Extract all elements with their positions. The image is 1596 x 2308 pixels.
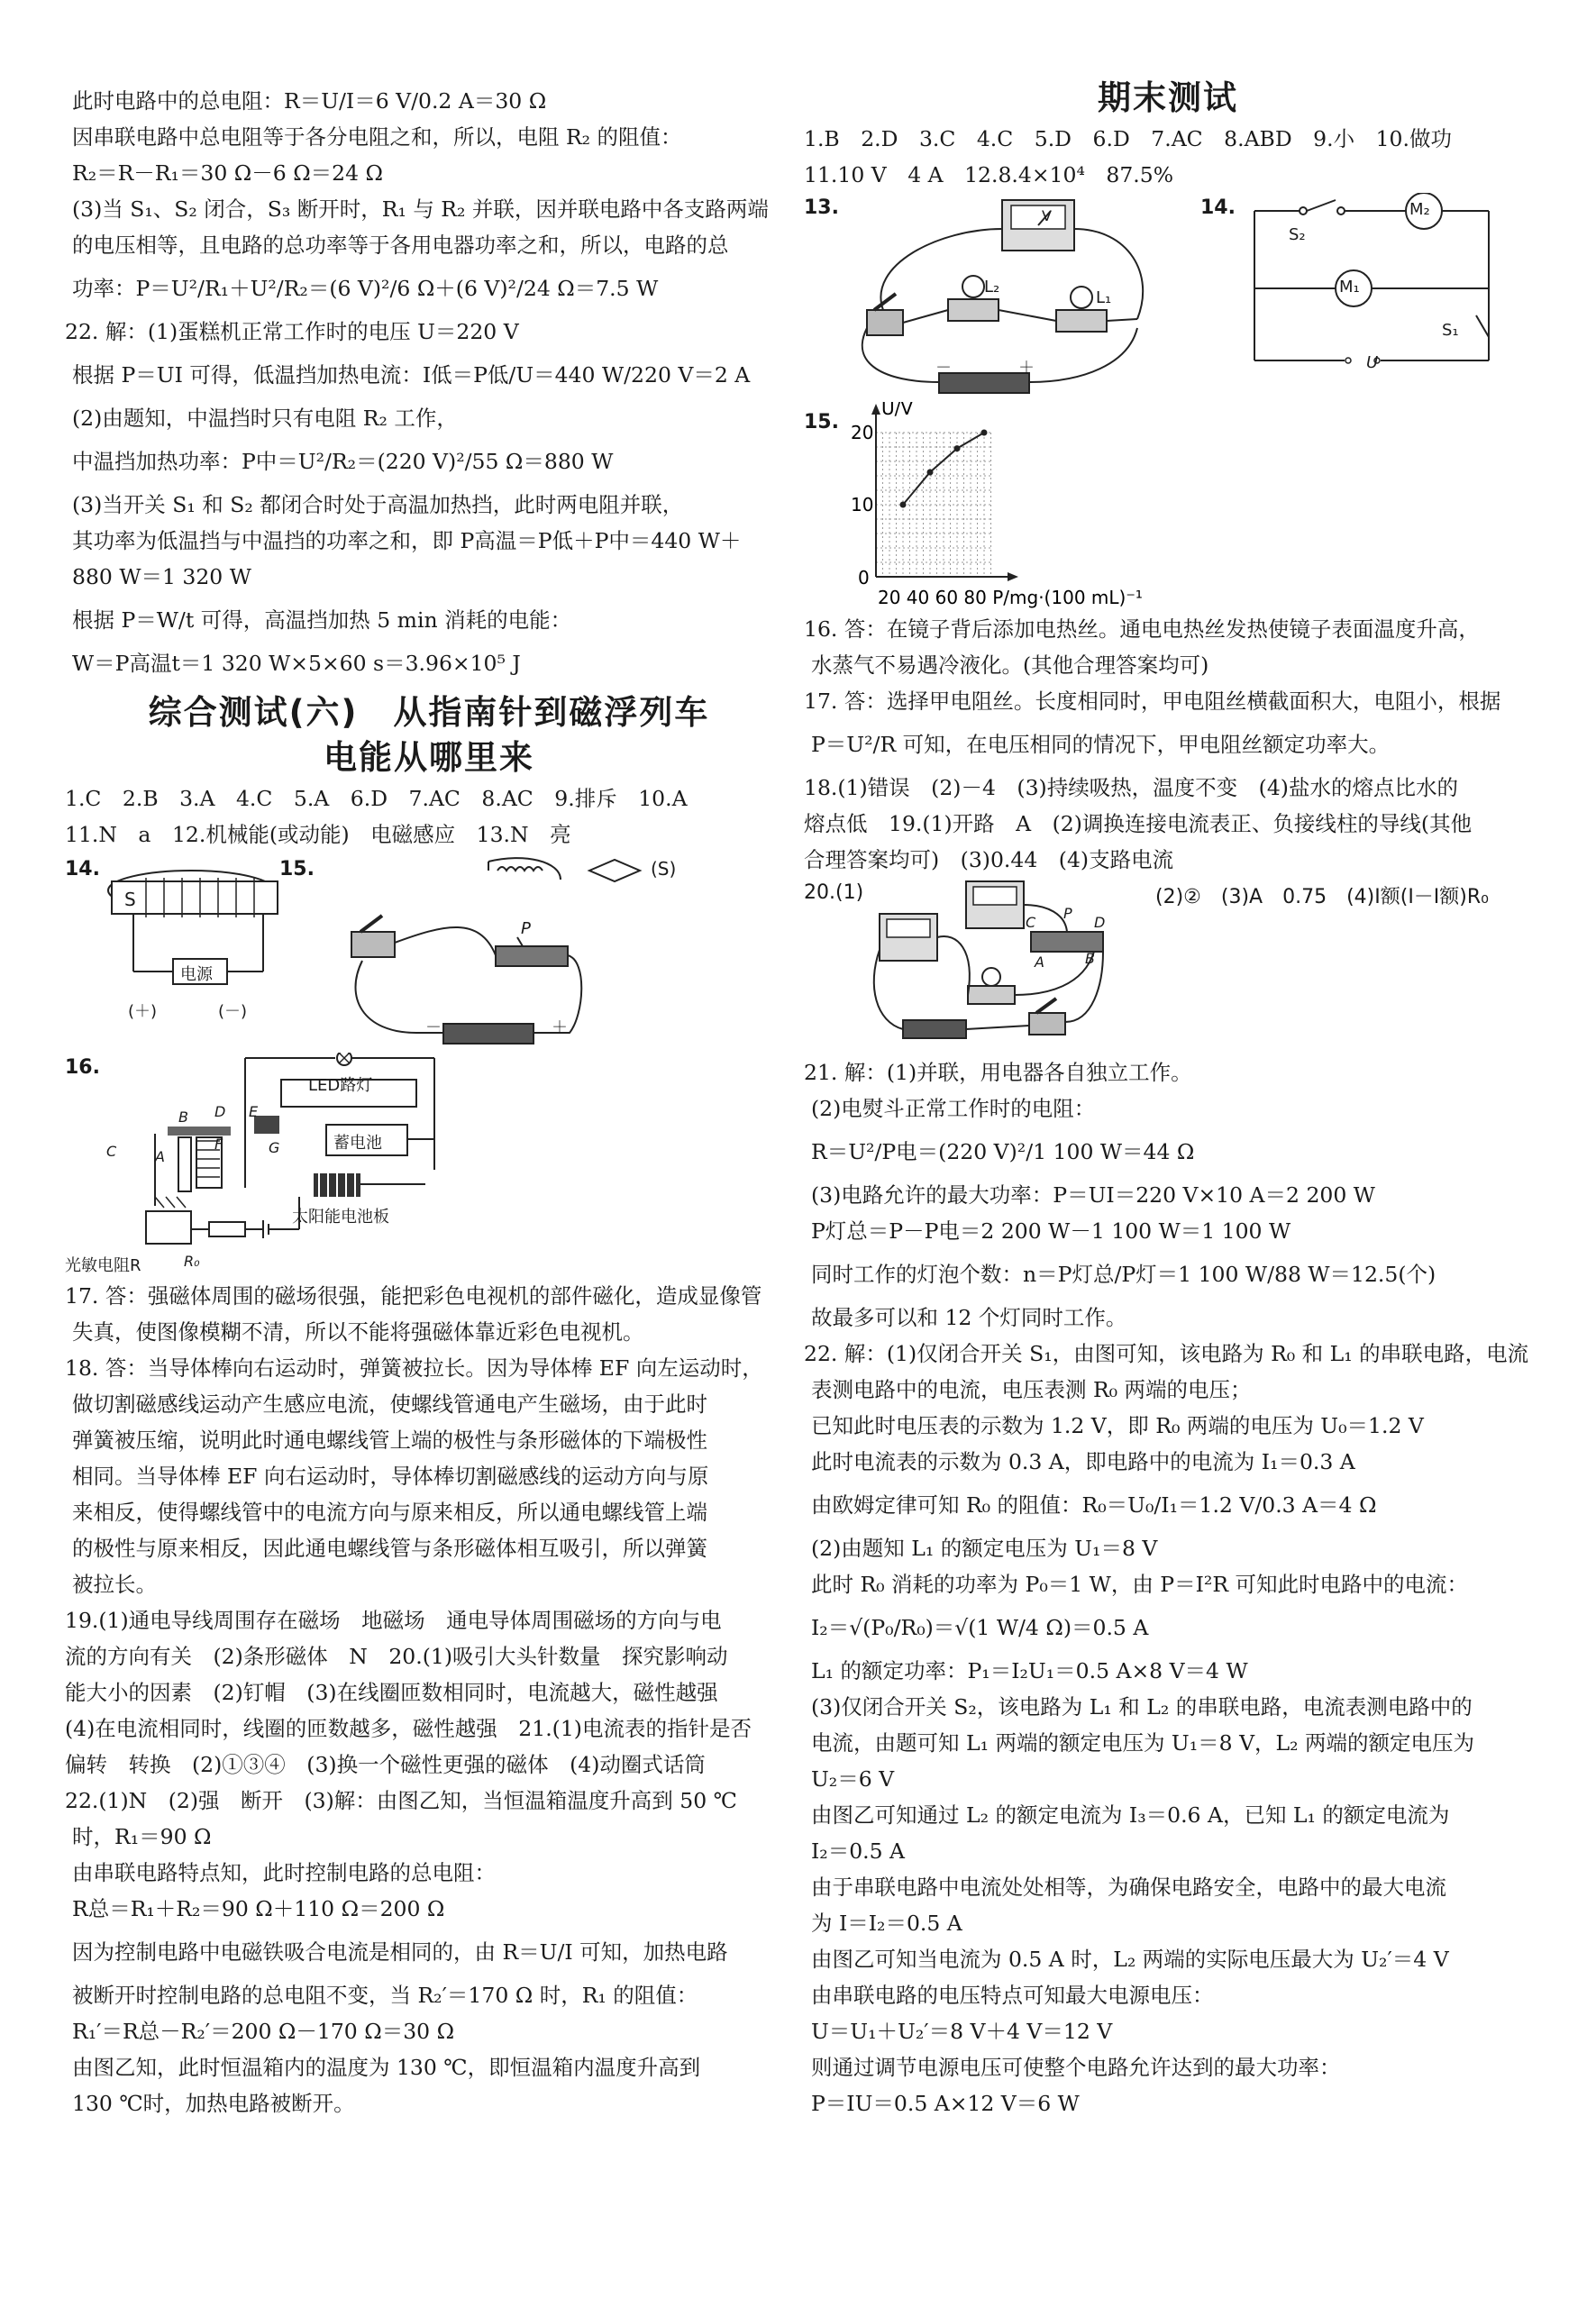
figure-number: 14. xyxy=(1200,196,1236,219)
lamp-circuit-figure xyxy=(831,193,1191,400)
text-line: 根据 P＝UI 可得，低温挡加热电流：I低＝P低/U＝440 W/220 V＝2 A xyxy=(72,362,751,388)
text-line: U＝U₁＋U₂′＝8 V＋4 V＝12 V xyxy=(811,2019,1113,2044)
point-label: B xyxy=(1085,950,1095,967)
text-line: (3)当 S₁、S₂ 闭合，S₃ 断开时，R₁ 与 R₂ 并联，因并联电路中各支路两端 xyxy=(72,196,769,222)
pole-label-s: S xyxy=(124,889,136,910)
lamp-label-l2: L₂ xyxy=(984,278,1000,296)
text-line: 此时电路中的总电阻：R＝U/I＝6 V/0.2 A＝30 Ω xyxy=(72,88,547,114)
text-line: 17. 答：选择甲电阻丝。长度相同时，甲电阻丝横截面积大，电阻小，根据 xyxy=(804,689,1501,714)
text-line: 由图乙可知当电流为 0.5 A 时，L₂ 两端的实际电压最大为 U₂′＝4 V xyxy=(811,1947,1449,1972)
lamp-label-l1: L₁ xyxy=(1096,288,1112,307)
text-line: 的电压相等，且电路的总功率等于各用电器功率之和，所以，电路的总 xyxy=(72,233,729,258)
plus-terminal: ＋ xyxy=(1018,359,1035,378)
power-supply-label: 电源 xyxy=(180,965,213,984)
text-line: 表测电路中的电流，电压表测 R₀ 两端的电压； xyxy=(811,1377,1252,1402)
text-line: 因串联电路中总电阻等于各分电阻之和，所以，电阻 R₂ 的阻值： xyxy=(72,124,682,150)
solenoid-figure xyxy=(92,854,299,1035)
point-label: P xyxy=(1063,905,1072,922)
answer-line: 1.B 2.D 3.C 4.C 5.D 6.D 7.AC 8.ABD 9.小 10.做功 xyxy=(804,126,1452,151)
origin-label: 0 xyxy=(858,567,870,588)
text-line: 流的方向有关 (2)条形磁体 N 20.(1)吸引大头针数量 探究影响动 xyxy=(65,1644,728,1669)
data-point xyxy=(954,445,961,452)
y-ticks xyxy=(851,422,873,515)
text-line: W＝P高温t＝1 320 W×5×60 s＝3.96×10⁵ J xyxy=(72,651,521,676)
point-label: C xyxy=(1026,914,1036,931)
figure-number: 15. xyxy=(279,858,315,880)
text-line: 由于串联电路中电流处处相等，为确保电路安全，电路中的最大电流 xyxy=(811,1875,1446,1900)
text-line: R₂＝R－R₁＝30 Ω－6 Ω＝24 Ω xyxy=(72,160,384,186)
r0-label: R₀ xyxy=(184,1253,200,1270)
text-line: 此时电流表的示数为 0.3 A，即电路中的电流为 I₁＝0.3 A xyxy=(811,1449,1355,1474)
text-line: (2)由题知 L₁ 的额定电压为 U₁＝8 V xyxy=(811,1536,1158,1561)
text-line: 相同。当导体棒 EF 向右运动时，导体棒切割磁感线的运动方向与原 xyxy=(72,1464,709,1489)
point-label: F xyxy=(214,1136,223,1153)
data-point xyxy=(981,430,988,436)
figure-row-15 xyxy=(804,402,1532,611)
answer-line: 11.N a 12.机械能(或动能) 电磁感应 13.N 亮 xyxy=(65,822,571,847)
voltage-label-u: U xyxy=(1366,353,1379,372)
text-line: 由欧姆定律可知 R₀ 的阻值：R₀＝U₀/I₁＝1.2 V/0.3 A＝4 Ω xyxy=(811,1492,1377,1518)
photoresistor-label: 光敏电阻R xyxy=(65,1256,141,1275)
section-heading: 综合测试(六) 从指南针到磁浮列车 xyxy=(148,693,710,732)
switch-label-s2: S₂ xyxy=(1289,225,1306,244)
figure-number: 13. xyxy=(804,196,839,219)
text-line: (3)电路允许的最大功率：P＝UI＝220 V×10 A＝2 200 W xyxy=(811,1182,1375,1208)
text-line: L₁ 的额定功率：P₁＝I₂U₁＝0.5 A×8 V＝4 W xyxy=(811,1658,1248,1683)
x-axis-label: 20 40 60 80 P/mg·(100 mL)⁻¹ xyxy=(878,587,1143,608)
text-line: 时，R₁＝90 Ω xyxy=(72,1824,212,1849)
text-line: 由图乙可知通过 L₂ 的额定电流为 I₃＝0.6 A，已知 L₁ 的额定电流为 xyxy=(811,1802,1450,1828)
text-line: 已知此时电压表的示数为 1.2 V，即 R₀ 两端的电压为 U₀＝1.2 V xyxy=(811,1413,1424,1438)
text-line: (3)当开关 S₁ 和 S₂ 都闭合时处于高温加热挡，此时两电阻并联， xyxy=(72,492,684,517)
text-line: 由串联电路的电压特点可知最大电源电压： xyxy=(811,1983,1214,2008)
text-line: P灯总＝P－P电＝2 200 W－1 100 W＝1 100 W xyxy=(811,1218,1291,1244)
text-line: (2)由题知，中温挡时只有电阻 R₂ 工作， xyxy=(72,406,458,431)
text-line: P＝IU＝0.5 A×12 V＝6 W xyxy=(811,2091,1080,2116)
text-line: (3)仅闭合开关 S₂，该电路为 L₁ 和 L₂ 的串联电路，电流表测电路中的 xyxy=(811,1694,1473,1720)
text-line: I₂＝0.5 A xyxy=(811,1838,906,1864)
text-line: 22. 解：(1)蛋糕机正常工作时的电压 U＝220 V xyxy=(65,319,519,344)
right-column xyxy=(804,76,1532,2121)
minus-terminal: － xyxy=(935,359,952,378)
text-line: 为 I＝I₂＝0.5 A xyxy=(811,1911,962,1936)
y-tick-label: 20 xyxy=(851,422,874,443)
minus-terminal: (－) xyxy=(218,1002,248,1021)
voltmeter-label: V xyxy=(1042,207,1052,224)
figure-row-16 xyxy=(65,1053,793,1278)
text-line: 因为控制电路中电磁铁吸合电流是相同的，由 R＝U/I 可知，加热电路 xyxy=(72,1939,728,1965)
text-line: 16. 答：在镜子背后添加电热丝。通电电热丝发热使镜子表面温度升高， xyxy=(804,616,1480,642)
text-line: 22. 解：(1)仅闭合开关 S₁，由图可知，该电路为 R₀ 和 L₁ 的串联电路，电流 xyxy=(804,1341,1529,1366)
u-vs-p-line-chart xyxy=(831,402,1245,611)
point-label: D xyxy=(214,1103,226,1120)
measurement-circuit-figure xyxy=(867,878,1155,1054)
text-line: 22.(1)N (2)强 断开 (3)解：由图乙知，当恒温箱温度升高到 50 ℃ xyxy=(65,1788,737,1813)
text-line: R总＝R₁＋R₂＝90 Ω＋110 Ω＝200 Ω xyxy=(72,1896,445,1921)
text-line: 根据 P＝W/t 可得，高温挡加热 5 min 消耗的电能： xyxy=(72,607,572,633)
text-line: 弹簧被压缩，说明此时通电螺线管上端的极性与条形磁体的下端极性 xyxy=(72,1428,707,1453)
figure-number: 14. xyxy=(65,858,100,880)
answer-20-rest: (2)② (3)A 0.75 (4)I额(I－I额)R₀ xyxy=(1155,886,1489,908)
text-line: (4)在电流相同时，线圈的匝数越多，磁性越强 21.(1)电流表的指针是否 xyxy=(65,1716,752,1741)
text-line: 由串联电路特点知，此时控制电路的总电阻： xyxy=(72,1860,496,1885)
left-column xyxy=(65,83,793,2121)
figure-row-13-14 xyxy=(804,193,1532,402)
motor-label-m1: M₁ xyxy=(1339,278,1360,296)
text-line: 被断开时控制电路的总电阻不变，当 R₂′＝170 Ω 时，R₁ 的阻值： xyxy=(72,1983,698,2008)
figure-row-14-15 xyxy=(65,853,793,1053)
text-line: 其功率为低温挡与中温挡的功率之和，即 P高温＝P低＋P中＝440 W＋ xyxy=(72,528,742,553)
answer-line: 11.10 V 4 A 12.8.4×10⁴ 87.5% xyxy=(804,162,1174,187)
text-line: 做切割磁感线运动产生感应电流，使螺线管通电产生磁场，由于此时 xyxy=(72,1391,707,1417)
y-axis-arrow xyxy=(871,404,880,415)
answer-line: 1.C 2.B 3.A 4.C 5.A 6.D 7.AC 8.AC 9.排斥 10.A xyxy=(65,786,688,811)
battery-label: 蓄电池 xyxy=(333,1134,382,1153)
point-label: A xyxy=(1035,953,1044,971)
figure-number: 16. xyxy=(65,1056,100,1079)
data-point xyxy=(927,470,934,476)
text-line: 熔点低 19.(1)开路 A (2)调换连接电流表正、负接线柱的导线(其他 xyxy=(804,811,1473,836)
point-label: G xyxy=(269,1139,280,1156)
text-line: 130 ℃时，加热电路被断开。 xyxy=(72,2091,355,2116)
text-line: P＝U²/R 可知，在电压相同的情况下，甲电阻丝额定功率大。 xyxy=(811,732,1391,757)
text-line: 17. 答：强磁体周围的磁场很强，能把彩色电视机的部件磁化，造成显像管 xyxy=(65,1283,762,1309)
text-line: 水蒸气不易遇冷液化。(其他合理答案均可) xyxy=(811,652,1209,678)
x-axis-arrow xyxy=(1008,572,1018,581)
switch-label-s1: S₁ xyxy=(1442,321,1459,340)
text-line: 失真，使图像模糊不清，所以不能将强磁体靠近彩色电视机。 xyxy=(72,1319,644,1345)
text-line: 偏转 转换 (2)①③④ (3)换一个磁性更强的磁体 (4)动圈式话筒 xyxy=(65,1752,706,1777)
point-label: B xyxy=(178,1108,188,1126)
figure-number: 15. xyxy=(804,411,839,433)
text-line: (2)电熨斗正常工作时的电阻： xyxy=(811,1096,1096,1121)
text-line: R＝U²/P电＝(220 V)²/1 100 W＝44 Ω xyxy=(811,1139,1195,1164)
text-line: 能大小的因素 (2)钉帽 (3)在线圈匝数相同时，电流越大，磁性越强 xyxy=(65,1680,718,1705)
chart-grid xyxy=(876,433,991,577)
plus-terminal: (＋) xyxy=(128,1002,158,1021)
point-label: C xyxy=(106,1143,117,1160)
point-label: D xyxy=(1094,914,1106,931)
text-line: 合理答案均可) (3)0.44 (4)支路电流 xyxy=(804,847,1174,872)
text-line: 21. 解：(1)并联，用电器各自独立工作。 xyxy=(804,1060,1192,1085)
pole-label-s: (S) xyxy=(651,858,677,880)
text-line: 则通过调节电源电压可使整个电路允许达到的最大功率： xyxy=(811,2055,1341,2080)
point-label: A xyxy=(155,1148,165,1165)
section-heading: 期末测试 xyxy=(1098,78,1238,117)
figure-row-20 xyxy=(804,878,1532,1054)
y-axis-label: U/V xyxy=(881,402,914,419)
y-tick-label: 10 xyxy=(851,494,874,515)
text-line: 18.(1)错误 (2)－4 (3)持续吸热，温度不变 (4)盐水的熔点比水的 xyxy=(804,775,1458,800)
text-line: 同时工作的灯泡个数：n＝P灯总/P灯＝1 100 W/88 W＝12.5(个) xyxy=(811,1262,1436,1287)
section-subheading: 电能从哪里来 xyxy=(324,738,534,777)
text-line: 故最多可以和 12 个灯同时工作。 xyxy=(811,1305,1127,1330)
text-line: 被拉长。 xyxy=(72,1572,157,1597)
text-line: 电流，由题可知 L₁ 两端的额定电压为 U₁＝8 V，L₂ 两端的额定电压为 xyxy=(811,1730,1475,1756)
text-line: 此时 R₀ 消耗的功率为 P₀＝1 W，由 P＝I²R 可知此时电路中的电流： xyxy=(811,1572,1468,1597)
text-line: 功率：P＝U²/R₁＋U²/R₂＝(6 V)²/6 Ω＋(6 V)²/24 Ω＝7.5 W xyxy=(72,276,659,301)
data-point xyxy=(900,502,907,508)
plus-terminal: ＋ xyxy=(552,1018,568,1037)
text-line: 中温挡加热功率：P中＝U²/R₂＝(220 V)²/55 Ω＝880 W xyxy=(72,449,614,474)
led-label: LED路灯 xyxy=(308,1076,373,1095)
motor-label-m2: M₂ xyxy=(1409,200,1430,219)
motor-circuit-figure xyxy=(308,853,705,1051)
text-line: 由图乙知，此时恒温箱内的温度为 130 ℃，即恒温箱内温度升高到 xyxy=(72,2055,701,2080)
text-line: 880 W＝1 320 W xyxy=(72,564,251,589)
text-line: 的极性与原来相反，因此通电螺线管与条形磁体相互吸引，所以弹簧 xyxy=(72,1536,707,1561)
point-label: E xyxy=(249,1103,259,1120)
solar-panel-label: 太阳能电池板 xyxy=(292,1208,389,1227)
text-line: 来相反，使得螺线管中的电流方向与原来相反，所以通电螺线管上端 xyxy=(72,1500,707,1525)
text-line: R₁′＝R总－R₂′＝200 Ω－170 Ω＝30 Ω xyxy=(72,2019,455,2044)
text-line: 18. 答：当导体棒向右运动时，弹簧被拉长。因为导体棒 EF 向左运动时， xyxy=(65,1355,763,1381)
text-line: I₂＝√(P₀/R₀)＝√(1 W/4 Ω)＝0.5 A xyxy=(811,1615,1149,1640)
figure-number: 20.(1) xyxy=(804,881,864,904)
minus-terminal: － xyxy=(425,1018,442,1037)
text-line: U₂＝6 V xyxy=(811,1766,895,1792)
slider-label-p: P xyxy=(521,919,531,938)
text-line: 19.(1)通电导线周围存在磁场 地磁场 通电导体周围磁场的方向与电 xyxy=(65,1608,722,1633)
